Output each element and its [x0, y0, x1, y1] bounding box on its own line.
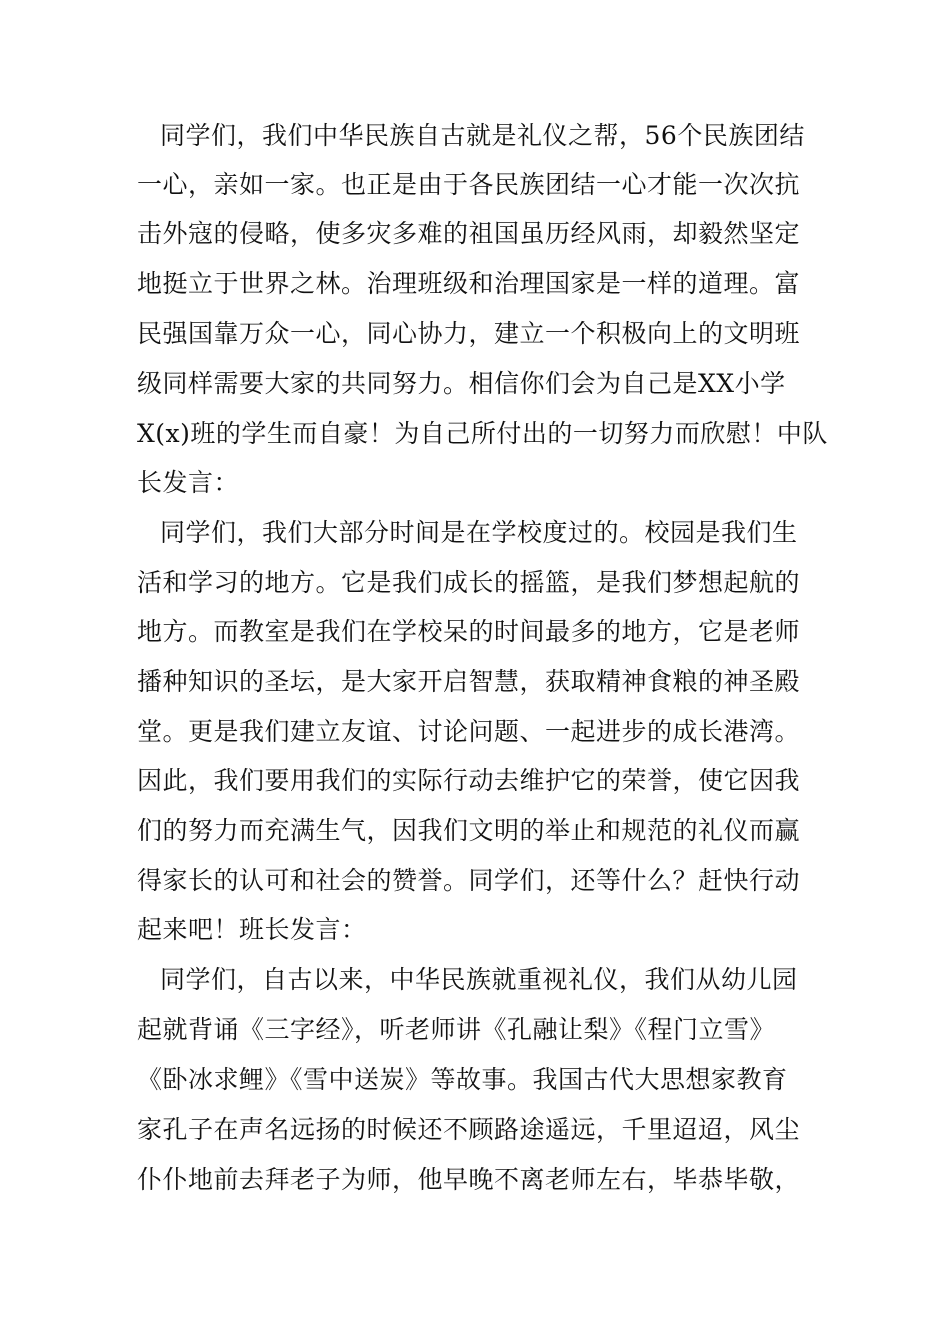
- text-line-5: 民强国靠万众一心，同心协力，建立一个积极向上的文明班: [137, 319, 801, 348]
- text-line-7: X(x)班的学生而自豪！为自己所付出的一切努力而欣慰！中队: [137, 419, 828, 448]
- text-line-18: 同学们，自古以来，中华民族就重视礼仪，我们从幼儿园: [160, 965, 798, 994]
- text-line-20: 《卧冰求鲤》《雪中送炭》等故事。我国古代大思想家教育: [137, 1065, 788, 1094]
- text-line-19: 起就背诵《三字经》，听老师讲《孔融让梨》《程门立雪》: [137, 1015, 776, 1044]
- text-line-12: 播种知识的圣坛，是大家开启智慧，获取精神食粮的神圣殿: [137, 667, 801, 696]
- text-line-6: 级同样需要大家的共同努力。相信你们会为自己是XX小学: [137, 369, 786, 398]
- text-line-16: 得家长的认可和社会的赞誉。同学们，还等什么？赶快行动: [137, 866, 801, 895]
- text-line-8: 长发言：: [137, 468, 240, 497]
- text-line-22: 仆仆地前去拜老子为师，他早晚不离老师左右，毕恭毕敬，: [137, 1165, 801, 1194]
- text-line-4: 地挺立于世界之林。治理班级和治理国家是一样的道理。富: [137, 269, 801, 298]
- text-line-1: 同学们，我们中华民族自古就是礼仪之帮，56个民族团结: [160, 121, 805, 150]
- text-line-3: 击外寇的侵略，使多灾多难的祖国虽历经风雨，却毅然坚定: [137, 219, 801, 248]
- text-line-9: 同学们，我们大部分时间是在学校度过的。校园是我们生: [160, 518, 798, 547]
- text-line-11: 地方。而教室是我们在学校呆的时间最多的地方，它是老师: [137, 617, 801, 646]
- text-line-13: 堂。更是我们建立友谊、讨论问题、一起进步的成长港湾。: [137, 717, 801, 746]
- text-line-10: 活和学习的地方。它是我们成长的摇篮，是我们梦想起航的: [137, 568, 801, 597]
- text-line-17: 起来吧！班长发言：: [137, 915, 367, 944]
- text-line-15: 们的努力而充满生气，因我们文明的举止和规范的礼仪而赢: [137, 816, 801, 845]
- text-line-21: 家孔子在声名远扬的时候还不顾路途遥远，千里迢迢，风尘: [137, 1115, 801, 1144]
- text-line-2: 一心，亲如一家。也正是由于各民族团结一心才能一次次抗: [137, 170, 801, 199]
- text-line-14: 因此，我们要用我们的实际行动去维护它的荣誉，使它因我: [137, 766, 801, 795]
